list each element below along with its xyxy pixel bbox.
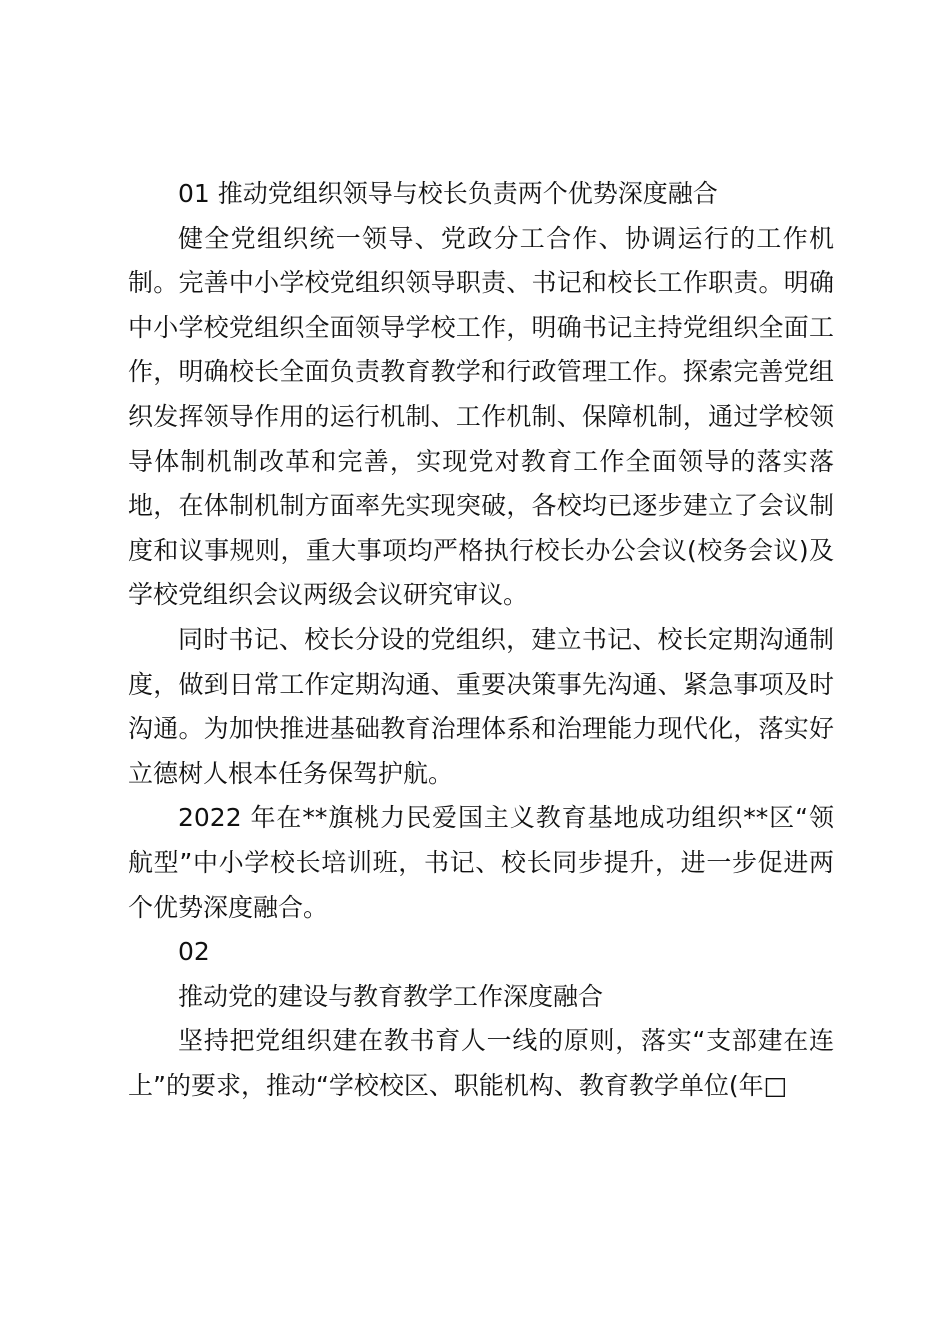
paragraph-3: 2022 年在**旗桃力民爱国主义教育基地成功组织**区“领航型”中小学校长培训班，书记、校长同步提升，进一步促进两个优势深度融合。 (128, 803, 834, 922)
section-2-number: 02 (178, 937, 210, 967)
document-body (128, 172, 834, 1108)
paragraph-4: 坚持把党组织建在教书育人一线的原则，落实“支部建在连上”的要求，推动“学校校区、职能机构、教育教学单位(年□ (128, 1026, 834, 1100)
section-1-heading: 01 推动党组织领导与校长负责两个优势深度融合 (178, 179, 718, 208)
paragraph-1: 健全党组织统一领导、党政分工合作、协调运行的工作机制。完善中小学校党组织领导职责、书记和校长工作职责。明确中小学校党组织全面领导学校工作，明确书记主持党组织全面工作，明确校长全面负责教育教学和行政管理工作。探索完善党组织发挥领导作用的运行机制、工作机制、保障机制，通过学校领导体制机制改革和完善，实现党对教育工作全面领导的落实落地，在体制机制方面率先实现突破，各校均已逐步建立了会议制度和议事规则，重大事项均严格执行校长办公会议(校务会议)及学校党组织会议两级会议研究审议。 (128, 223, 834, 610)
paragraph-2: 同时书记、校长分设的党组织，建立书记、校长定期沟通制度，做到日常工作定期沟通、重要决策事先沟通、紧急事项及时沟通。为加快推进基础教育治理体系和治理能力现代化，落实好立德树人根本任务保驾护航。 (128, 624, 834, 788)
section-2-heading: 推动党的建设与教育教学工作深度融合 (178, 981, 604, 1011)
